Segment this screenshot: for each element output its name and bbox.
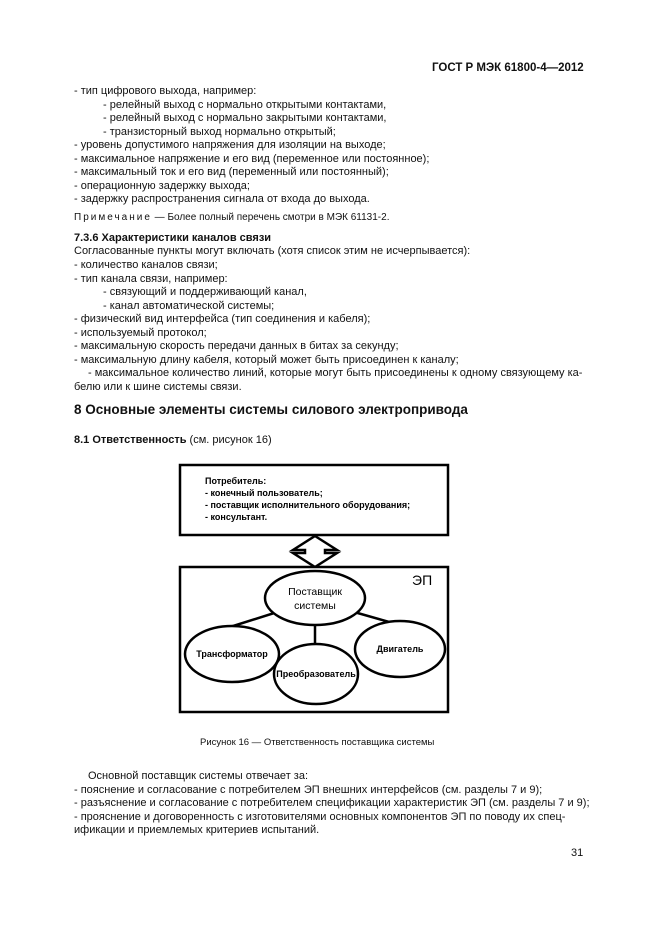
list-item: - связующий и поддерживающий канал, (103, 286, 307, 298)
figure-reference: (см. рисунок 16) (186, 434, 272, 446)
figure-caption: Рисунок 16 — Ответственность поставщика системы (200, 737, 435, 748)
converter-label: Преобразователь (276, 669, 356, 679)
section-heading: 7.3.6 Характеристики каналов связи (74, 232, 272, 244)
list-item: - прояснение и договоренность с изготовителями основных компонентов ЭП по поводу их спец- (74, 811, 566, 823)
list-item: - разъяснение и согласование с потребителем спецификации характеристик ЭП (см. разделы 7 и 9); (74, 797, 590, 809)
note-label: Примечание (74, 212, 152, 223)
subsection-title: 8.1 Ответственность (74, 434, 187, 446)
section-heading: 8 Основные элементы системы силового электропривода (74, 402, 468, 417)
list-item: - максимальное количество линий, которые могут быть присоединены к одному связующему ка- (88, 367, 583, 379)
list-item: - максимальный ток и его вид (переменный или постоянный); (74, 166, 389, 178)
list-item: - количество каналов связи; (74, 259, 218, 271)
list-item: - тип цифрового выхода, например: (74, 85, 257, 97)
paragraph: Согласованные пункты могут включать (хотя список этим не исчерпывается): (74, 245, 471, 257)
svg-text:- консультант.: - консультант. (205, 512, 268, 522)
list-item: белю или к шине системы связи. (74, 381, 242, 393)
svg-text:- поставщик исполнительного об: - поставщик исполнительного оборудования; (205, 500, 411, 510)
ep-label: ЭП (412, 572, 433, 588)
supplier-label: Поставщик (288, 586, 342, 598)
list-item: - используемый протокол; (74, 327, 207, 339)
page-number: 31 (571, 847, 584, 859)
list-item: - максимальную скорость передачи данных в битах за секунду; (74, 340, 399, 352)
list-item: - физический вид интерфейса (тип соединения и кабеля); (74, 313, 371, 325)
page-header: ГОСТ Р МЭК 61800-4—2012 (432, 62, 584, 74)
list-item: - релейный выход с нормально открытыми контактами, (103, 99, 387, 111)
list-item: - максимальную длину кабеля, который может быть присоединен к каналу; (74, 354, 459, 366)
list-item: - транзисторный выход нормально открытый; (103, 126, 336, 138)
motor-label: Двигатель (376, 644, 424, 654)
transformer-label: Трансформатор (196, 649, 268, 659)
list-item: - максимальное напряжение и его вид (переменное или постоянное); (74, 153, 430, 165)
supplier-label: системы (294, 600, 336, 612)
list-item: - уровень допустимого напряжения для изоляции на выходе; (74, 139, 386, 151)
paragraph: Основной поставщик системы отвечает за: (88, 770, 308, 782)
double-arrow-icon (293, 536, 337, 567)
supplier-ellipse (265, 571, 365, 625)
list-item: - релейный выход с нормально закрытыми контактами, (103, 112, 387, 124)
svg-text:- конечный пользователь;: - конечный пользователь; (205, 488, 323, 498)
list-item: - канал автоматической системы; (103, 300, 275, 312)
list-item: - операционную задержку выхода; (74, 180, 250, 192)
list-item: ификации и приемлемых критериев испытаний. (74, 824, 320, 836)
list-item: - пояснение и согласование с потребителем ЭП внешних интерфейсов (см. разделы 7 и 9); (74, 784, 543, 796)
list-item: - тип канала связи, например: (74, 273, 228, 285)
list-item: - задержку распространения сигнала от входа до выхода. (74, 193, 370, 205)
note-text: — Более полный перечень смотри в МЭК 61131-2. (151, 212, 390, 223)
svg-text:Потребитель:: Потребитель: (205, 476, 267, 486)
